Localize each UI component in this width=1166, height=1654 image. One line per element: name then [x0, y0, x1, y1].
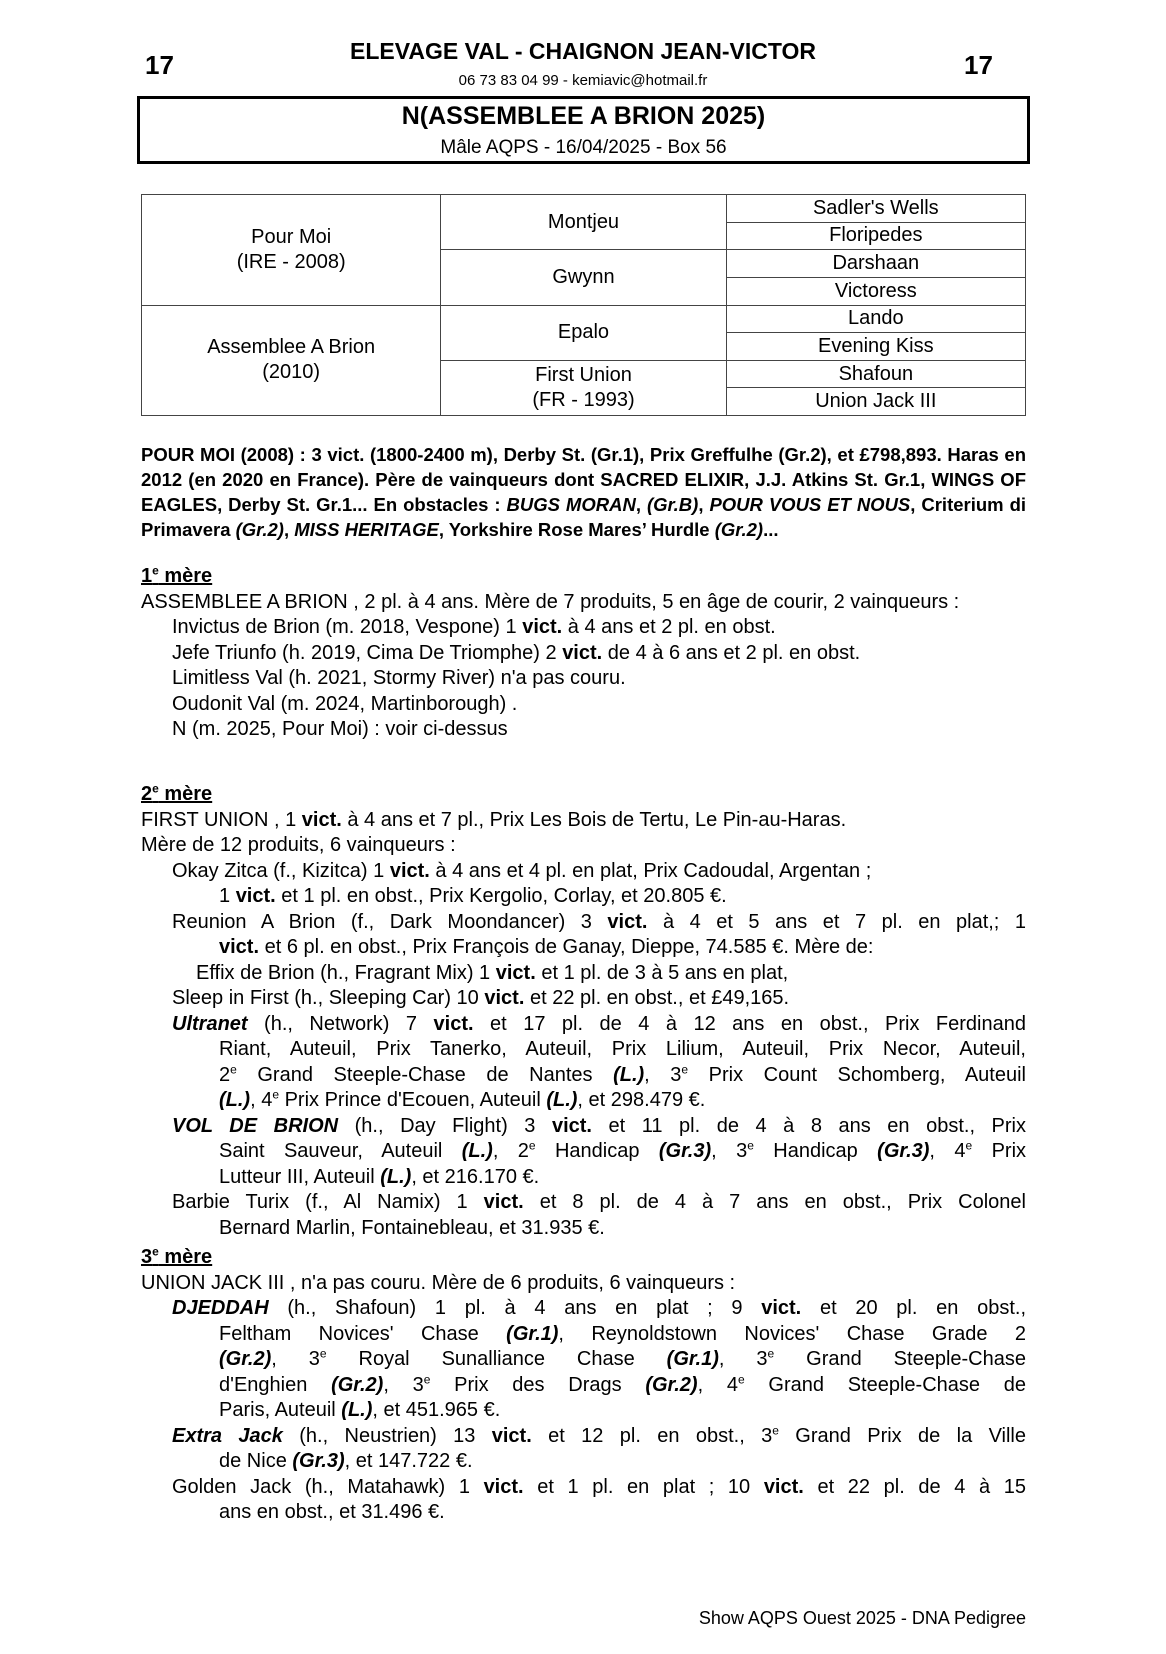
pedigree-g3-4: Victoress: [726, 277, 1025, 305]
second-dam-intro: FIRST UNION , 1 vict. à 4 ans et 7 pl., Prix Les Bois de Tertu, Le Pin-au-Haras.: [141, 808, 847, 831]
list-item: Jefe Triunfo (h. 2019, Cima De Triomphe) 2 vict. de 4 à 6 ans et 2 pl. en obst.: [172, 641, 861, 664]
list-item-continued: (L.), 4e Prix Prince d'Ecouen, Auteuil (L.), et 298.479 €.: [219, 1087, 706, 1111]
list-item-continued: 2e Grand Steeple-Chase de Nantes (L.), 3e Prix Count Schomberg, Auteuil: [219, 1061, 1026, 1086]
race-grade: (Gr.2): [714, 519, 764, 540]
second-dam-heading: 2e mère: [141, 781, 213, 805]
pedigree-g3-6: Evening Kiss: [726, 333, 1025, 361]
sire-summary: [141, 442, 1026, 542]
list-item: Barbie Turix (f., Al Namix) 1 vict. et 8 pl. de 4 à 7 ans en obst., Prix Colonel: [172, 1191, 1026, 1213]
list-item: Ultranet (h., Network) 7 vict. et 17 pl. de 4 à 12 ans en obst., Prix Ferdinand: [172, 1012, 1026, 1035]
list-item: DJEDDAH (h., Shafoun) 1 pl. à 4 ans en plat ; 9 vict. et 20 pl. en obst.,: [172, 1297, 1026, 1319]
dam-name: Assemblee A Brion: [207, 336, 376, 359]
sire-name: Pour Moi: [251, 225, 332, 248]
third-dam-intro: UNION JACK III , n'a pas couru. Mère de 6 produits, 6 vainqueurs :: [141, 1271, 736, 1294]
pedigree-g3-8: Union Jack III: [726, 388, 1025, 416]
pedigree-sire-dam: Gwynn: [441, 250, 726, 305]
first-dam-intro: ASSEMBLEE A BRION , 2 pl. à 4 ans. Mère de 7 produits, 5 en âge de courir, 2 vainqueurs :: [141, 590, 960, 613]
breeder-contact: 06 73 83 04 99 - kemiavic@hotmail.fr: [458, 72, 708, 89]
separator: ,: [698, 494, 710, 515]
dam-info: (2010): [262, 361, 321, 384]
pedigree-g3-5: Lando: [726, 305, 1025, 333]
list-item-continued: de Nice (Gr.3), et 147.722 €.: [219, 1450, 473, 1472]
lot-number-left: 17: [145, 50, 174, 80]
dam-dam-name: First Union: [535, 363, 632, 386]
sire-summary-text: POUR MOI (2008) : 3 vict. (1800-2400 m), Derby St. (Gr.1), Prix Greffulhe (Gr.2), et £798,893. Haras en 2012 (en 2020 en France). Père de vainqueurs dont SACRED ELIXIR, J.J. Atkins St. Gr.1, WINGS OF EAGLES, Derby St. Gr.1... En obstacles :: [141, 444, 1026, 515]
list-item-sub: Effix de Brion (h., Fragrant Mix) 1 vict. et 1 pl. de 3 à 5 ans en plat,: [196, 961, 789, 984]
list-item-continued: Bernard Marlin, Fontainebleau, et 31.935 €.: [219, 1216, 605, 1239]
progeny-name: POUR VOUS ET NOUS: [709, 494, 911, 515]
sire-info: (IRE - 2008): [236, 250, 346, 273]
list-item: Extra Jack (h., Neustrien) 13 vict. et 12 pl. en obst., 3e Grand Prix de la Ville: [172, 1422, 1027, 1447]
list-item-continued: Saint Sauveur, Auteuil (L.), 2e Handicap (Gr.3), 3e Handicap (Gr.3), 4e Prix: [219, 1138, 1027, 1162]
list-item: Sleep in First (h., Sleeping Car) 10 vict. et 22 pl. en obst., et £49,165.: [172, 987, 790, 1009]
list-item-continued: (Gr.2), 3e Royal Sunalliance Chase (Gr.1), 3e Grand Steeple-Chase: [219, 1346, 1026, 1370]
list-item: Limitless Val (h. 2021, Stormy River) n'a pas couru.: [172, 667, 626, 689]
sire-summary-text: , Yorkshire Rose Mares’ Hurdle: [438, 519, 715, 540]
pedigree-dam-sire: Epalo: [441, 305, 726, 360]
list-item: Reunion A Brion (f., Dark Moondancer) 3 vict. à 4 et 5 ans et 7 pl. en plat,; 1: [172, 910, 1027, 933]
race-grade: (Gr.B): [646, 494, 699, 515]
list-item-continued: Paris, Auteuil (L.), et 451.965 €.: [219, 1399, 501, 1421]
title-box: [137, 96, 1030, 164]
list-item-continued: vict. et 6 pl. en obst., Prix François de Ganay, Dieppe, 74.585 €. Mère de:: [219, 936, 874, 958]
list-item: Okay Zitca (f., Kizitca) 1 vict. à 4 ans et 4 pl. en plat, Prix Cadoudal, Argentan ;: [172, 859, 872, 882]
lot-number-right: 17: [964, 50, 993, 80]
pedigree-g3-7: Shafoun: [726, 360, 1025, 388]
pedigree-table: [141, 194, 1026, 416]
first-dam-section: [141, 564, 1026, 743]
separator: ,: [635, 494, 647, 515]
race-grade: (Gr.2): [235, 519, 284, 540]
list-item: Oudonit Val (m. 2024, Martinborough) .: [172, 692, 518, 715]
sire-summary-text: , Criterium di Primavera: [141, 494, 1027, 540]
list-item-continued: Riant, Auteuil, Prix Tanerko, Auteuil, Prix Lilium, Auteuil, Prix Necor, Auteuil,: [219, 1038, 1026, 1060]
list-item-continued: d'Enghien (Gr.2), 3e Prix des Drags (Gr.2), 4e Grand Steeple-Chase de: [219, 1371, 1026, 1396]
sire-summary-text: ...: [763, 519, 779, 540]
second-dam-produce-count: Mère de 12 produits, 6 vainqueurs :: [141, 834, 456, 856]
pedigree-dam-dam: [441, 360, 726, 415]
pedigree-g3-1: Sadler's Wells: [726, 195, 1025, 223]
list-item-continued: Feltham Novices' Chase (Gr.1), Reynoldstown Novices' Chase Grade 2: [219, 1322, 1026, 1345]
breeder-name: ELEVAGE VAL - CHAIGNON JEAN-VICTOR: [349, 38, 816, 64]
pedigree-sire-sire: Montjeu: [441, 195, 726, 250]
second-dam-section: [141, 782, 1026, 1241]
progeny-name: MISS HERITAGE: [294, 519, 439, 540]
dam-dam-info: (FR - 1993): [532, 388, 635, 411]
list-item-continued: Lutteur III, Auteuil (L.), et 216.170 €.: [219, 1165, 540, 1188]
list-item: Invictus de Brion (m. 2018, Vespone) 1 vict. à 4 ans et 2 pl. en obst.: [172, 616, 776, 638]
first-dam-heading: 1e mère: [141, 563, 213, 587]
list-item: Golden Jack (h., Matahawk) 1 vict. et 1 pl. en plat ; 10 vict. et 22 pl. de 4 à 15: [172, 1475, 1026, 1498]
horse-name: N(ASSEMBLEE A BRION 2025): [401, 102, 766, 130]
pedigree-dam: [142, 305, 441, 416]
progeny-name: BUGS MORAN: [506, 494, 636, 515]
list-item-continued: 1 vict. et 1 pl. en obst., Prix Kergolio, Corlay, et 20.805 €.: [219, 885, 727, 907]
pedigree-g3-3: Darshaan: [726, 250, 1025, 278]
list-item: VOL DE BRION (h., Day Flight) 3 vict. et 11 pl. de 4 à 8 ans en obst., Prix: [172, 1114, 1027, 1137]
third-dam-heading: 3e mère: [141, 1244, 213, 1268]
page-footer: Show AQPS Ouest 2025 - DNA Pedigree: [698, 1608, 1026, 1628]
list-item-continued: ans en obst., et 31.496 €.: [219, 1501, 445, 1523]
list-item: N (m. 2025, Pour Moi) : voir ci-dessus: [172, 718, 508, 740]
separator: ,: [283, 519, 295, 540]
horse-details: Mâle AQPS - 16/04/2025 - Box 56: [440, 137, 727, 158]
third-dam-section: [141, 1245, 1026, 1526]
pedigree-g3-2: Floripedes: [726, 222, 1025, 250]
pedigree-sire: [142, 195, 441, 306]
